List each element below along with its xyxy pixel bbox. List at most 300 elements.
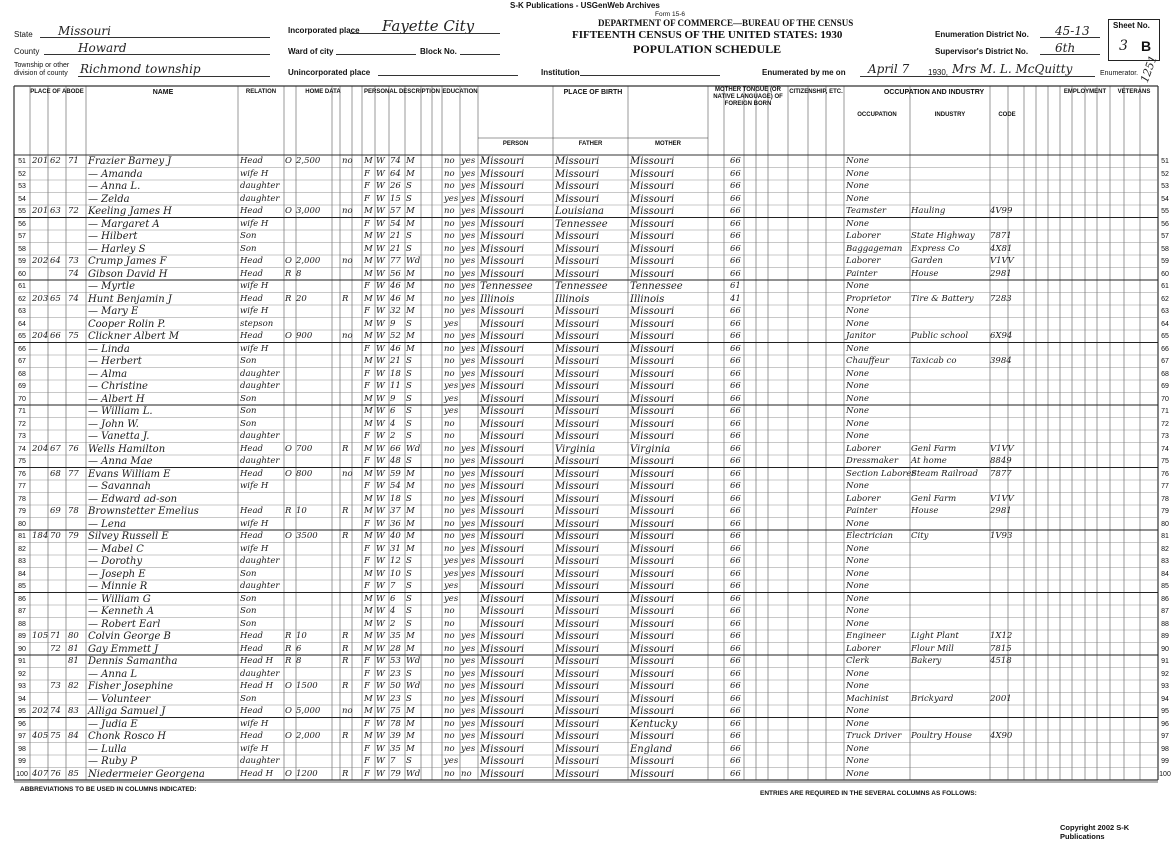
cell-v: 81 — [68, 656, 79, 666]
line-number-right: 88 — [1161, 620, 1169, 628]
cell-rel: Head — [240, 331, 263, 341]
cell-lit: yes — [461, 556, 476, 566]
cell-radio: R — [342, 531, 349, 541]
cell-age: 31 — [390, 543, 401, 554]
cell-code: 66 — [730, 356, 741, 366]
cell-val: 900 — [296, 331, 313, 341]
sub-father: FATHER — [578, 141, 603, 147]
cell-sex: M — [364, 506, 373, 516]
cell-race: W — [376, 206, 385, 216]
cell-sex: F — [364, 181, 370, 191]
cell-sch: no — [444, 306, 455, 316]
cell-rel: daughter — [240, 756, 280, 766]
cell-name: Clickner Albert M — [88, 331, 179, 342]
group-place-of-abode: PLACE OF ABODE — [30, 89, 84, 95]
cell-ind: State Highway — [911, 231, 975, 241]
cell-sch: yes — [444, 193, 459, 204]
line-number-right: 77 — [1161, 483, 1169, 490]
cell-sex: F — [364, 556, 370, 566]
cell-lit: yes — [461, 743, 476, 754]
cell-race: W — [376, 431, 385, 441]
cell-race: W — [376, 231, 385, 241]
cell-occ: None — [846, 593, 870, 604]
line-number-right: 70 — [1161, 395, 1169, 403]
cell-ocode: 8849 — [990, 456, 1012, 466]
cell-race: W — [376, 493, 385, 504]
enum-district-value: 45-13 — [1055, 24, 1090, 38]
cell-fam: 66 — [50, 331, 61, 341]
group-veterans: VETERANS — [1117, 89, 1151, 95]
cell-lit: yes — [461, 331, 476, 341]
cell-mbp: Missouri — [630, 356, 675, 367]
cell-rel: wife H — [240, 281, 269, 291]
department-title: DEPARTMENT OF COMMERCE—BUREAU OF THE CENSUS — [598, 18, 854, 28]
cell-bp: Missouri — [480, 218, 525, 230]
cell-race: W — [376, 268, 385, 279]
cell-bp: Missouri — [480, 543, 525, 555]
block-label: Block No. — [420, 47, 457, 56]
cell-fbp: Missouri — [555, 393, 600, 405]
cell-sex: M — [364, 243, 373, 254]
cell-occ: None — [846, 168, 870, 179]
line-number-right: 54 — [1161, 195, 1169, 203]
cell-fam: 64 — [50, 256, 61, 266]
cell-code: 66 — [730, 231, 741, 241]
cell-mbp: Missouri — [630, 193, 675, 205]
cell-sex: F — [364, 481, 370, 491]
cell-bp: Missouri — [480, 593, 525, 605]
cell-sex: F — [364, 743, 370, 754]
cell-ms: S — [406, 693, 412, 704]
cell-race: W — [376, 381, 385, 391]
cell-age: 23 — [390, 693, 401, 704]
cell-own: O — [285, 206, 292, 216]
cell-name: — Judia E — [88, 718, 138, 730]
cell-name: — Linda — [88, 343, 130, 355]
cell-ocode: 2001 — [990, 693, 1012, 704]
cell-val: 800 — [296, 468, 313, 479]
cell-name: — Kenneth A — [88, 606, 154, 617]
cell-fam: 73 — [50, 681, 61, 691]
line-number-right: 68 — [1161, 370, 1169, 378]
cell-bp: Missouri — [480, 756, 525, 767]
cell-mbp: Missouri — [630, 568, 675, 580]
cell-ms: S — [406, 231, 412, 241]
cell-v: 74 — [68, 268, 79, 279]
cell-v: 79 — [68, 531, 79, 541]
cell-own: R — [285, 631, 292, 641]
cell-ind: Genl Farm — [911, 493, 957, 504]
cell-fam: 62 — [50, 156, 61, 166]
sub-occupation: OCCUPATION — [857, 112, 897, 118]
cell-occ: None — [846, 681, 870, 691]
cell-lit: yes — [461, 493, 476, 504]
cell-age: 32 — [390, 306, 401, 316]
line-number-right: 99 — [1161, 758, 1169, 765]
cell-occ: None — [846, 668, 870, 679]
cell-sex: F — [364, 681, 370, 691]
cell-sex: M — [364, 606, 373, 616]
cell-occ: None — [846, 618, 870, 629]
cell-rel: Head — [240, 293, 263, 304]
cell-ms: M — [406, 206, 415, 216]
incorporated-label: Incorporated place — [288, 26, 360, 35]
cell-name: Niedermeier Georgena — [88, 768, 205, 780]
cell-occ: None — [846, 706, 870, 716]
cell-bp: Missouri — [480, 768, 525, 780]
cell-val: 10 — [296, 631, 307, 641]
cell-age: 59 — [390, 468, 401, 479]
cell-val: 2,500 — [296, 156, 321, 166]
cell-bp: Missouri — [480, 418, 525, 430]
line-number: 95 — [18, 708, 26, 715]
cell-ind: Steam Railroad — [911, 468, 978, 479]
cell-race: W — [376, 506, 385, 516]
cell-occ: Machinist — [846, 693, 889, 704]
cell-fam: 76 — [50, 768, 61, 779]
cell-bp: Missouri — [480, 556, 525, 567]
cell-lit: yes — [461, 506, 476, 516]
cell-code: 66 — [730, 193, 741, 204]
cell-sex: M — [364, 593, 373, 604]
cell-fbp: Missouri — [555, 168, 600, 180]
cell-rel: Son — [240, 693, 257, 704]
cell-fbp: Missouri — [555, 743, 600, 755]
cell-own: O — [285, 706, 292, 716]
cell-age: 7 — [390, 756, 396, 766]
line-number: 68 — [18, 370, 26, 378]
line-number-right: 62 — [1161, 295, 1169, 303]
cell-code: 66 — [730, 206, 741, 216]
cell-code: 66 — [730, 256, 741, 266]
cell-lit: yes — [461, 656, 476, 666]
line-number-right: 92 — [1161, 670, 1169, 678]
cell-mbp: Kentucky — [630, 718, 678, 730]
cell-name: Alliga Samuel J — [88, 706, 166, 717]
cell-ocode: 4X90 — [990, 731, 1013, 741]
cell-sch: yes — [444, 756, 459, 766]
cell-fam: 74 — [50, 706, 61, 716]
cell-ind: Public school — [911, 331, 969, 341]
cell-own: R — [285, 643, 292, 654]
cell-ind: City — [911, 531, 929, 541]
line-number: 82 — [18, 545, 26, 553]
line-number: 78 — [18, 495, 26, 503]
cell-lit: yes — [461, 381, 476, 391]
cell-fbp: Missouri — [555, 531, 600, 542]
cell-ocode: 2981 — [990, 506, 1012, 516]
cell-dwell: 105 — [32, 631, 49, 641]
cell-radio: R — [342, 293, 349, 304]
cell-sch: yes — [444, 406, 459, 416]
cell-sch: yes — [444, 393, 459, 404]
cell-code: 66 — [730, 718, 741, 729]
cell-sch: no — [444, 668, 455, 679]
cell-mbp: Missouri — [630, 606, 675, 617]
cell-sex: M — [364, 531, 373, 541]
cell-code: 66 — [730, 581, 741, 591]
form-number: Form 15-6 — [655, 11, 685, 18]
cell-rel: Head — [240, 256, 263, 266]
cell-bp: Missouri — [480, 393, 525, 405]
cell-radio: no — [342, 706, 353, 716]
cell-ms: M — [406, 343, 415, 354]
cell-race: W — [376, 693, 385, 704]
cell-age: 57 — [390, 206, 401, 216]
cell-fbp: Missouri — [555, 681, 600, 692]
cell-name: — Amanda — [88, 168, 143, 180]
cell-occ: None — [846, 368, 870, 379]
cell-sex: M — [364, 568, 373, 579]
cell-age: 78 — [390, 718, 401, 729]
cell-name: Colvin George B — [88, 631, 171, 642]
cell-code: 66 — [730, 693, 741, 704]
cell-mbp: Missouri — [630, 593, 675, 605]
cell-bp: Missouri — [480, 431, 525, 442]
cell-sch: no — [444, 706, 455, 716]
cell-ms: Wd — [406, 256, 421, 266]
cell-own: O — [285, 331, 292, 341]
cell-name: — Myrtle — [88, 281, 135, 292]
line-number: 69 — [18, 383, 26, 390]
cell-code: 66 — [730, 481, 741, 491]
cell-fam: 67 — [50, 443, 61, 454]
cell-own: R — [285, 293, 292, 304]
cell-sch: no — [444, 443, 455, 454]
cell-age: 21 — [390, 231, 401, 241]
cell-rel: daughter — [240, 368, 280, 379]
cell-lit: yes — [461, 268, 476, 279]
cell-rel: wife H — [240, 743, 269, 754]
sub-code: CODE — [998, 112, 1016, 118]
cell-rel: Son — [240, 418, 257, 429]
line-number-right: 91 — [1161, 658, 1169, 665]
cell-age: 6 — [390, 593, 396, 604]
county-label: County — [14, 47, 40, 56]
cell-rel: daughter — [240, 556, 280, 566]
cell-race: W — [376, 468, 385, 479]
line-number-right: 58 — [1161, 245, 1169, 253]
cell-ms: S — [406, 181, 412, 191]
cell-val: 10 — [296, 506, 307, 516]
cell-rel: Son — [240, 231, 257, 241]
cell-rel: Son — [240, 606, 257, 616]
line-number: 92 — [18, 670, 26, 678]
cell-fbp: Missouri — [555, 593, 600, 605]
cell-ms: M — [406, 743, 415, 754]
cell-rel: daughter — [240, 431, 280, 441]
cell-name: — Zelda — [88, 193, 130, 205]
cell-occ: None — [846, 306, 870, 316]
cell-dwell: 184 — [32, 531, 49, 541]
cell-ms: S — [406, 668, 412, 679]
cell-mbp: Missouri — [630, 268, 675, 280]
cell-ms: M — [406, 481, 415, 491]
cell-sch: no — [444, 693, 455, 704]
cell-bp: Missouri — [480, 618, 525, 630]
cell-race: W — [376, 331, 385, 341]
cell-code: 66 — [730, 556, 741, 566]
cell-mbp: Missouri — [630, 681, 675, 692]
cell-code: 66 — [730, 381, 741, 391]
cell-mbp: Missouri — [630, 643, 675, 655]
cell-occ: None — [846, 418, 870, 429]
cell-occ: None — [846, 406, 870, 416]
cell-race: W — [376, 256, 385, 266]
cell-occ: None — [846, 518, 870, 529]
line-number-right: 69 — [1161, 383, 1169, 390]
line-number: 51 — [18, 158, 26, 165]
cell-fbp: Missouri — [555, 506, 600, 517]
cell-fbp: Missouri — [555, 631, 600, 642]
cell-ind: Brickyard — [911, 693, 954, 704]
cell-race: W — [376, 593, 385, 604]
cell-code: 66 — [730, 656, 741, 666]
copyright: Copyright 2002 S-K Publications — [1060, 823, 1130, 841]
cell-sex: M — [364, 318, 373, 329]
cell-race: W — [376, 568, 385, 579]
cell-rel: stepson — [240, 318, 274, 329]
cell-age: 11 — [390, 381, 401, 391]
cell-radio: R — [342, 643, 349, 654]
cell-sex: M — [364, 468, 373, 479]
cell-race: W — [376, 243, 385, 254]
cell-sex: M — [364, 206, 373, 216]
cell-ms: S — [406, 406, 412, 416]
cell-race: W — [376, 656, 385, 666]
cell-race: W — [376, 406, 385, 416]
cell-ms: S — [406, 243, 412, 254]
cell-dwell: 204 — [32, 443, 49, 454]
cell-ind: Garden — [911, 256, 943, 266]
cell-sch: yes — [444, 556, 459, 566]
line-number: 65 — [18, 333, 26, 340]
cell-v: 71 — [68, 156, 79, 166]
cell-fbp: Missouri — [555, 193, 600, 205]
cell-lit: yes — [461, 456, 476, 466]
cell-code: 66 — [730, 343, 741, 354]
cell-occ: Electrician — [846, 531, 893, 541]
cell-ms: M — [406, 643, 415, 654]
line-number: 85 — [18, 583, 26, 590]
cell-mbp: Missouri — [630, 181, 675, 192]
line-number-right: 52 — [1161, 170, 1169, 178]
line-number-right: 59 — [1161, 258, 1169, 265]
cell-age: 36 — [390, 518, 401, 529]
cell-sex: M — [364, 393, 373, 404]
cell-bp: Missouri — [480, 443, 525, 455]
line-number: 58 — [18, 245, 26, 253]
cell-sch: no — [444, 156, 455, 166]
cell-name: — Christine — [88, 381, 148, 392]
cell-ind: Flour Mill — [911, 643, 954, 654]
cell-rel: Head — [240, 643, 263, 654]
enum-district-label: Enumeration District No. — [935, 30, 1029, 39]
cell-race: W — [376, 393, 385, 404]
township-label: Township or other division of county — [14, 62, 70, 77]
cell-name: — Edward ad-son — [88, 493, 178, 505]
cell-sex: M — [364, 156, 373, 166]
cell-occ: Baggageman — [846, 243, 903, 254]
cell-bp: Missouri — [480, 718, 525, 730]
cell-occ: Janitor — [846, 331, 876, 341]
cell-mbp: Missouri — [630, 431, 675, 442]
cell-race: W — [376, 706, 385, 716]
cell-age: 12 — [390, 556, 401, 566]
cell-code: 66 — [730, 243, 741, 254]
cell-code: 66 — [730, 681, 741, 691]
cell-ind: Tire & Battery — [911, 293, 974, 304]
cell-bp: Missouri — [480, 568, 525, 580]
cell-bp: Missouri — [480, 181, 525, 192]
cell-ms: Wd — [406, 656, 421, 666]
cell-race: W — [376, 518, 385, 529]
cell-val: 1500 — [296, 681, 318, 691]
line-number-right: 73 — [1161, 433, 1169, 440]
cell-sch: yes — [444, 381, 459, 391]
cell-bp: Missouri — [480, 481, 525, 492]
cell-code: 66 — [730, 443, 741, 454]
cell-occ: Section Laborer — [846, 468, 916, 479]
cell-race: W — [376, 306, 385, 316]
cell-sex: M — [364, 293, 373, 304]
cell-bp: Missouri — [480, 343, 525, 355]
cell-ms: Wd — [406, 768, 421, 779]
cell-ms: S — [406, 381, 412, 391]
cell-ind: Hauling — [911, 206, 946, 216]
line-number: 91 — [18, 658, 26, 665]
cell-code: 66 — [730, 568, 741, 579]
cell-lit: yes — [461, 706, 476, 716]
cell-mbp: Illinois — [630, 293, 665, 305]
cell-ms: S — [406, 606, 412, 616]
cell-mbp: Missouri — [630, 768, 675, 780]
cell-v: 77 — [68, 468, 79, 479]
cell-name: — William L. — [88, 406, 153, 417]
line-number: 66 — [18, 345, 26, 353]
cell-bp: Missouri — [480, 368, 525, 380]
line-number: 100 — [16, 770, 28, 778]
cell-radio: R — [342, 731, 349, 741]
cell-sex: M — [364, 493, 373, 504]
cell-ind: Express Co — [911, 243, 960, 254]
cell-fbp: Missouri — [555, 606, 600, 617]
cell-ms: M — [406, 506, 415, 516]
sheet-number: 3 — [1119, 38, 1128, 54]
cell-ocode: V1VV — [990, 256, 1014, 266]
line-number-right: 97 — [1161, 733, 1169, 740]
cell-bp: Missouri — [480, 681, 525, 692]
cell-occ: Proprietor — [846, 293, 891, 304]
cell-fbp: Missouri — [555, 456, 600, 467]
cell-fbp: Missouri — [555, 756, 600, 767]
cell-fbp: Missouri — [555, 543, 600, 555]
cell-sch: no — [444, 268, 455, 279]
cell-name: — Minnie R — [88, 581, 148, 592]
cell-v: 84 — [68, 731, 79, 741]
cell-occ: Dressmaker — [846, 456, 899, 466]
cell-occ: None — [846, 431, 870, 441]
cell-dwell: 202 — [32, 256, 49, 266]
cell-val: 2,000 — [296, 256, 321, 266]
cell-bp: Missouri — [480, 306, 525, 317]
cell-ms: M — [406, 718, 415, 729]
sheet-label: Sheet No. — [1113, 21, 1150, 30]
cell-mbp: Missouri — [630, 231, 675, 242]
cell-bp: Illinois — [480, 293, 515, 305]
line-number: 54 — [18, 195, 26, 203]
cell-own: O — [285, 156, 292, 166]
